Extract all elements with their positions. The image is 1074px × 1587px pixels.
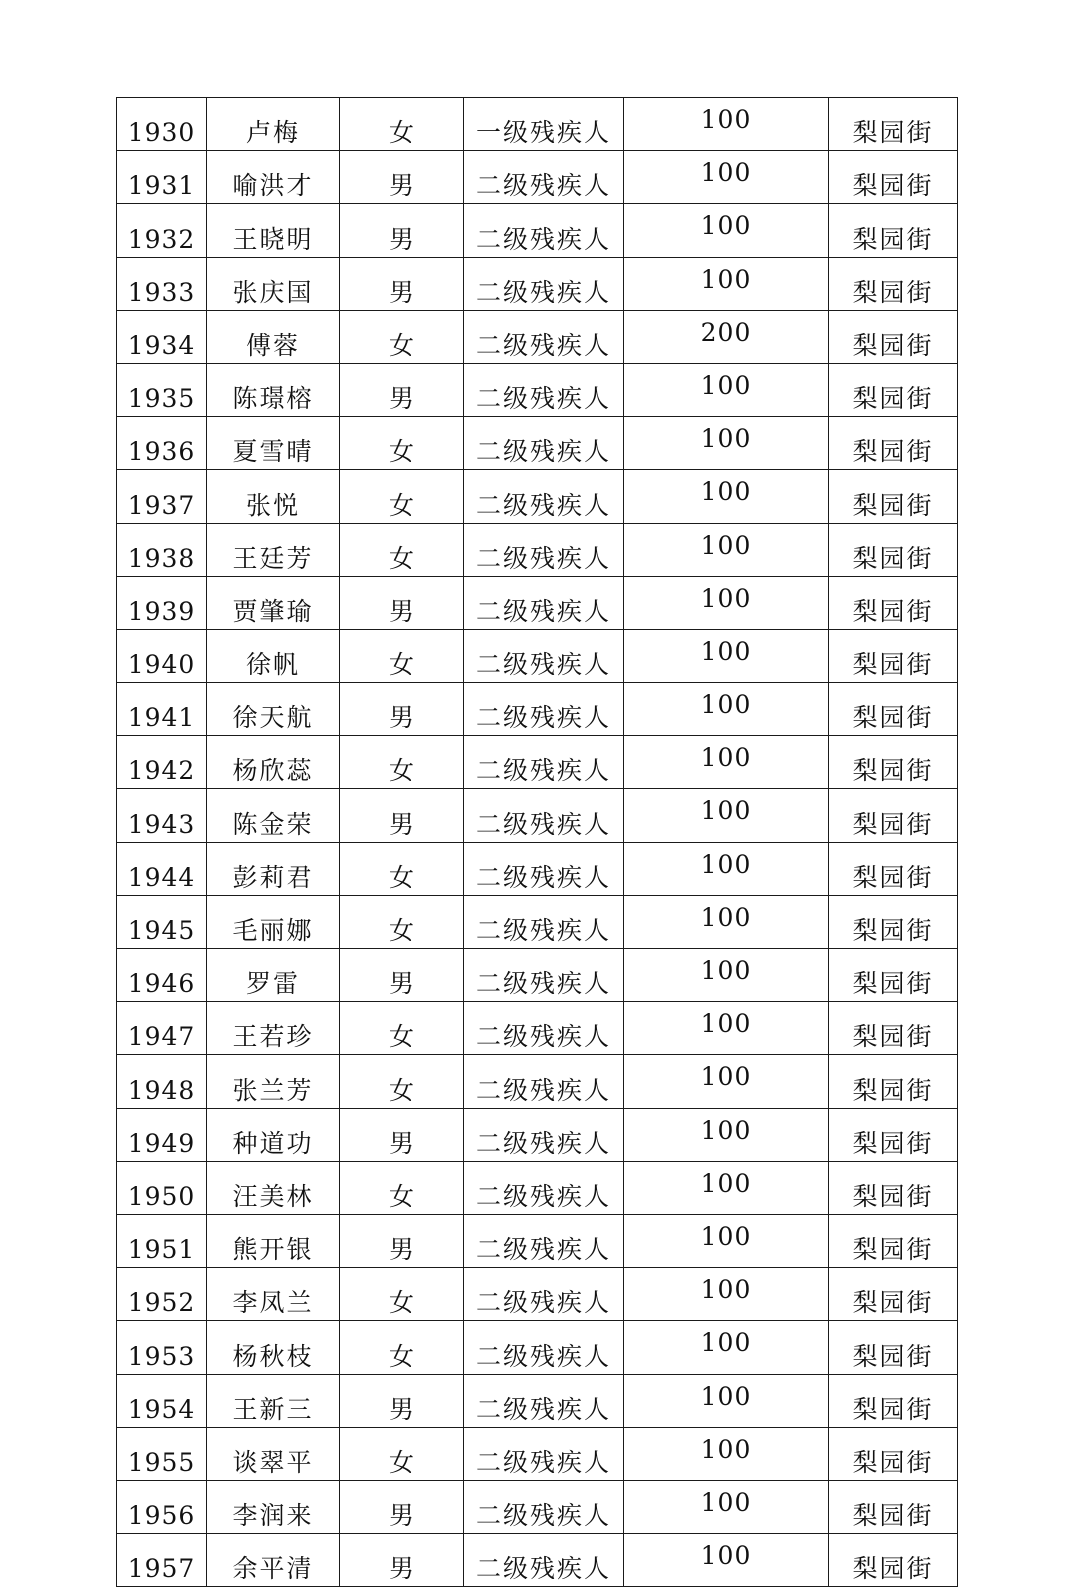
- table-row: [117, 949, 958, 1002]
- amount-cell: 100: [624, 417, 829, 470]
- name-cell: 陈璟榕: [207, 363, 340, 416]
- disability-level-cell: 二级残疾人: [464, 257, 624, 310]
- name-cell: 王廷芳: [207, 523, 340, 576]
- amount-cell: 100: [624, 257, 829, 310]
- amount-cell: 100: [624, 736, 829, 789]
- table-row: [117, 1108, 958, 1161]
- name-cell: 贾肇瑜: [207, 576, 340, 629]
- street-cell: 梨园街: [829, 683, 958, 736]
- disability-level-cell: 二级残疾人: [464, 736, 624, 789]
- disability-level-cell: 二级残疾人: [464, 470, 624, 523]
- name-cell: 夏雪晴: [207, 417, 340, 470]
- gender-cell: 女: [340, 842, 464, 895]
- gender-cell: 男: [340, 683, 464, 736]
- name-cell: 杨秋枝: [207, 1321, 340, 1374]
- street-cell: 梨园街: [829, 895, 958, 948]
- name-cell: 张庆国: [207, 257, 340, 310]
- table-row: [117, 523, 958, 576]
- record-id-cell: 1935: [117, 363, 207, 416]
- table-row: [117, 98, 958, 151]
- table-row: [117, 1321, 958, 1374]
- name-cell: 杨欣蕊: [207, 736, 340, 789]
- table-row: [117, 683, 958, 736]
- table-row: [117, 470, 958, 523]
- street-cell: 梨园街: [829, 151, 958, 204]
- gender-cell: 男: [340, 949, 464, 1002]
- amount-cell: 100: [624, 98, 829, 151]
- name-cell: 陈金荣: [207, 789, 340, 842]
- table-row: [117, 629, 958, 682]
- name-cell: 熊开银: [207, 1214, 340, 1267]
- record-id-cell: 1938: [117, 523, 207, 576]
- table-row: [117, 1002, 958, 1055]
- gender-cell: 女: [340, 470, 464, 523]
- gender-cell: 男: [340, 257, 464, 310]
- amount-cell: 100: [624, 1002, 829, 1055]
- amount-cell: 100: [624, 363, 829, 416]
- amount-cell: 100: [624, 1374, 829, 1427]
- street-cell: 梨园街: [829, 1534, 958, 1587]
- table-row: [117, 1268, 958, 1321]
- amount-cell: 100: [624, 1214, 829, 1267]
- street-cell: 梨园街: [829, 417, 958, 470]
- table-row: [117, 310, 958, 363]
- disability-level-cell: 二级残疾人: [464, 1321, 624, 1374]
- record-id-cell: 1948: [117, 1055, 207, 1108]
- gender-cell: 男: [340, 363, 464, 416]
- name-cell: 李润来: [207, 1480, 340, 1533]
- amount-cell: 100: [624, 204, 829, 257]
- street-cell: 梨园街: [829, 1055, 958, 1108]
- gender-cell: 男: [340, 789, 464, 842]
- disability-level-cell: 二级残疾人: [464, 895, 624, 948]
- amount-cell: 100: [624, 1427, 829, 1480]
- record-id-cell: 1939: [117, 576, 207, 629]
- record-id-cell: 1933: [117, 257, 207, 310]
- disability-level-cell: 二级残疾人: [464, 1374, 624, 1427]
- gender-cell: 女: [340, 1161, 464, 1214]
- gender-cell: 女: [340, 1002, 464, 1055]
- street-cell: 梨园街: [829, 257, 958, 310]
- name-cell: 李凤兰: [207, 1268, 340, 1321]
- table-row: [117, 1161, 958, 1214]
- table-row: [117, 1480, 958, 1533]
- gender-cell: 女: [340, 629, 464, 682]
- gender-cell: 男: [340, 1480, 464, 1533]
- street-cell: 梨园街: [829, 949, 958, 1002]
- record-id-cell: 1931: [117, 151, 207, 204]
- table-row: [117, 1534, 958, 1587]
- record-id-cell: 1950: [117, 1161, 207, 1214]
- amount-cell: 100: [624, 1108, 829, 1161]
- disability-level-cell: 二级残疾人: [464, 949, 624, 1002]
- gender-cell: 男: [340, 1534, 464, 1587]
- gender-cell: 女: [340, 523, 464, 576]
- gender-cell: 女: [340, 98, 464, 151]
- table-row: [117, 842, 958, 895]
- disability-level-cell: 二级残疾人: [464, 1055, 624, 1108]
- amount-cell: 100: [624, 895, 829, 948]
- disability-level-cell: 二级残疾人: [464, 1427, 624, 1480]
- record-id-cell: 1951: [117, 1214, 207, 1267]
- amount-cell: 100: [624, 1480, 829, 1533]
- name-cell: 徐帆: [207, 629, 340, 682]
- street-cell: 梨园街: [829, 470, 958, 523]
- table-row: [117, 789, 958, 842]
- name-cell: 王晓明: [207, 204, 340, 257]
- name-cell: 喻洪才: [207, 151, 340, 204]
- name-cell: 傅蓉: [207, 310, 340, 363]
- record-id-cell: 1942: [117, 736, 207, 789]
- record-id-cell: 1930: [117, 98, 207, 151]
- table-row: [117, 895, 958, 948]
- street-cell: 梨园街: [829, 1374, 958, 1427]
- name-cell: 汪美林: [207, 1161, 340, 1214]
- street-cell: 梨园街: [829, 736, 958, 789]
- table-row: [117, 151, 958, 204]
- gender-cell: 女: [340, 1268, 464, 1321]
- gender-cell: 男: [340, 204, 464, 257]
- amount-cell: 100: [624, 629, 829, 682]
- table-row: [117, 1214, 958, 1267]
- name-cell: 彭莉君: [207, 842, 340, 895]
- record-id-cell: 1955: [117, 1427, 207, 1480]
- disability-level-cell: 二级残疾人: [464, 1108, 624, 1161]
- disability-level-cell: 二级残疾人: [464, 151, 624, 204]
- name-cell: 张悦: [207, 470, 340, 523]
- gender-cell: 女: [340, 310, 464, 363]
- gender-cell: 女: [340, 1427, 464, 1480]
- street-cell: 梨园街: [829, 98, 958, 151]
- table-row: [117, 1427, 958, 1480]
- table-row: [117, 257, 958, 310]
- table-row: [117, 417, 958, 470]
- table-row: [117, 736, 958, 789]
- disability-level-cell: 二级残疾人: [464, 629, 624, 682]
- amount-cell: 200: [624, 310, 829, 363]
- gender-cell: 女: [340, 1321, 464, 1374]
- name-cell: 余平清: [207, 1534, 340, 1587]
- street-cell: 梨园街: [829, 1161, 958, 1214]
- amount-cell: 100: [624, 1534, 829, 1587]
- name-cell: 张兰芳: [207, 1055, 340, 1108]
- disability-level-cell: 二级残疾人: [464, 1480, 624, 1533]
- street-cell: 梨园街: [829, 1427, 958, 1480]
- name-cell: 卢梅: [207, 98, 340, 151]
- record-id-cell: 1954: [117, 1374, 207, 1427]
- street-cell: 梨园街: [829, 1214, 958, 1267]
- street-cell: 梨园街: [829, 1002, 958, 1055]
- record-id-cell: 1932: [117, 204, 207, 257]
- amount-cell: 100: [624, 1321, 829, 1374]
- table-row: [117, 363, 958, 416]
- gender-cell: 男: [340, 1374, 464, 1427]
- disability-level-cell: 二级残疾人: [464, 417, 624, 470]
- record-id-cell: 1956: [117, 1480, 207, 1533]
- record-table: [116, 97, 958, 1587]
- table-row: [117, 1055, 958, 1108]
- disability-level-cell: 二级残疾人: [464, 1534, 624, 1587]
- amount-cell: 100: [624, 1055, 829, 1108]
- street-cell: 梨园街: [829, 789, 958, 842]
- record-id-cell: 1947: [117, 1002, 207, 1055]
- street-cell: 梨园街: [829, 523, 958, 576]
- street-cell: 梨园街: [829, 310, 958, 363]
- name-cell: 王新三: [207, 1374, 340, 1427]
- table-row: [117, 204, 958, 257]
- street-cell: 梨园街: [829, 1321, 958, 1374]
- amount-cell: 100: [624, 523, 829, 576]
- amount-cell: 100: [624, 1268, 829, 1321]
- disability-level-cell: 二级残疾人: [464, 1161, 624, 1214]
- street-cell: 梨园街: [829, 1108, 958, 1161]
- record-id-cell: 1941: [117, 683, 207, 736]
- street-cell: 梨园街: [829, 1480, 958, 1533]
- record-id-cell: 1944: [117, 842, 207, 895]
- amount-cell: 100: [624, 1161, 829, 1214]
- name-cell: 徐天航: [207, 683, 340, 736]
- amount-cell: 100: [624, 576, 829, 629]
- table-row: [117, 576, 958, 629]
- disability-level-cell: 二级残疾人: [464, 842, 624, 895]
- amount-cell: 100: [624, 470, 829, 523]
- record-id-cell: 1953: [117, 1321, 207, 1374]
- record-id-cell: 1934: [117, 310, 207, 363]
- record-table-body: [117, 98, 958, 1587]
- disability-level-cell: 二级残疾人: [464, 576, 624, 629]
- name-cell: 王若珍: [207, 1002, 340, 1055]
- street-cell: 梨园街: [829, 204, 958, 257]
- amount-cell: 100: [624, 789, 829, 842]
- gender-cell: 女: [340, 1055, 464, 1108]
- amount-cell: 100: [624, 842, 829, 895]
- disability-level-cell: 二级残疾人: [464, 310, 624, 363]
- gender-cell: 女: [340, 417, 464, 470]
- disability-level-cell: 二级残疾人: [464, 1268, 624, 1321]
- record-id-cell: 1946: [117, 949, 207, 1002]
- record-id-cell: 1957: [117, 1534, 207, 1587]
- gender-cell: 女: [340, 736, 464, 789]
- street-cell: 梨园街: [829, 842, 958, 895]
- name-cell: 罗雷: [207, 949, 340, 1002]
- record-id-cell: 1940: [117, 629, 207, 682]
- gender-cell: 男: [340, 1214, 464, 1267]
- disability-level-cell: 二级残疾人: [464, 1002, 624, 1055]
- disability-level-cell: 二级残疾人: [464, 789, 624, 842]
- gender-cell: 男: [340, 151, 464, 204]
- amount-cell: 100: [624, 683, 829, 736]
- disability-level-cell: 二级残疾人: [464, 1214, 624, 1267]
- gender-cell: 女: [340, 895, 464, 948]
- name-cell: 谈翠平: [207, 1427, 340, 1480]
- name-cell: 种道功: [207, 1108, 340, 1161]
- street-cell: 梨园街: [829, 629, 958, 682]
- record-id-cell: 1943: [117, 789, 207, 842]
- record-id-cell: 1937: [117, 470, 207, 523]
- record-id-cell: 1949: [117, 1108, 207, 1161]
- disability-level-cell: 二级残疾人: [464, 363, 624, 416]
- disability-level-cell: 一级残疾人: [464, 98, 624, 151]
- amount-cell: 100: [624, 151, 829, 204]
- amount-cell: 100: [624, 949, 829, 1002]
- street-cell: 梨园街: [829, 363, 958, 416]
- record-id-cell: 1952: [117, 1268, 207, 1321]
- record-id-cell: 1945: [117, 895, 207, 948]
- gender-cell: 男: [340, 576, 464, 629]
- table-row: [117, 1374, 958, 1427]
- name-cell: 毛丽娜: [207, 895, 340, 948]
- disability-level-cell: 二级残疾人: [464, 523, 624, 576]
- street-cell: 梨园街: [829, 576, 958, 629]
- disability-level-cell: 二级残疾人: [464, 683, 624, 736]
- disability-level-cell: 二级残疾人: [464, 204, 624, 257]
- street-cell: 梨园街: [829, 1268, 958, 1321]
- gender-cell: 男: [340, 1108, 464, 1161]
- record-id-cell: 1936: [117, 417, 207, 470]
